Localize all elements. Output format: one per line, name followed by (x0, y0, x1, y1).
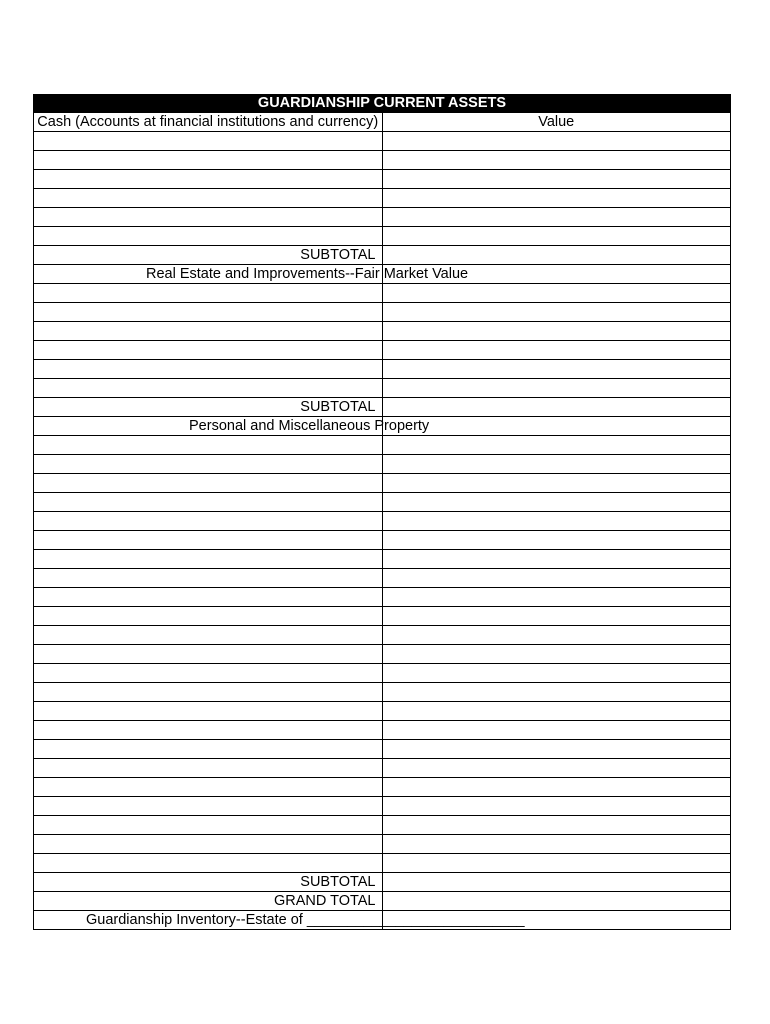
personal-subtotal-value[interactable] (382, 873, 731, 892)
personal-property-value-cell[interactable] (382, 778, 731, 797)
personal-property-description-cell[interactable] (34, 550, 383, 569)
table-row (34, 759, 731, 778)
personal-property-value-cell[interactable] (382, 797, 731, 816)
personal-property-description-cell[interactable] (34, 683, 383, 702)
personal-property-value-cell[interactable] (382, 626, 731, 645)
table-row (34, 778, 731, 797)
personal-property-value-cell[interactable] (382, 493, 731, 512)
personal-property-description-cell[interactable] (34, 569, 383, 588)
cash-value-cell[interactable] (382, 208, 731, 227)
table-row (34, 455, 731, 474)
real-estate-header-row (34, 265, 731, 284)
cash-value-cell[interactable] (382, 189, 731, 208)
personal-property-value-cell[interactable] (382, 854, 731, 873)
real-estate-description-cell[interactable] (34, 322, 383, 341)
personal-property-value-cell[interactable] (382, 740, 731, 759)
personal-property-value-cell[interactable] (382, 531, 731, 550)
table-row (34, 683, 731, 702)
cash-description-cell[interactable] (34, 208, 383, 227)
personal-property-value-cell[interactable] (382, 816, 731, 835)
personal-property-value-cell[interactable] (382, 588, 731, 607)
table-row (34, 588, 731, 607)
personal-property-description-cell[interactable] (34, 759, 383, 778)
table-row (34, 341, 731, 360)
cash-value-cell[interactable] (382, 170, 731, 189)
value-header: Value (382, 113, 731, 132)
personal-property-description-cell[interactable] (34, 455, 383, 474)
personal-property-description-cell[interactable] (34, 512, 383, 531)
personal-property-description-cell[interactable] (34, 588, 383, 607)
cash-description-cell[interactable] (34, 170, 383, 189)
table-title: GUARDIANSHIP CURRENT ASSETS (34, 95, 731, 113)
personal-property-value-cell[interactable] (382, 721, 731, 740)
real-estate-description-cell[interactable] (34, 284, 383, 303)
table-row (34, 664, 731, 683)
personal-property-description-cell[interactable] (34, 626, 383, 645)
personal-property-value-cell[interactable] (382, 664, 731, 683)
table-row (34, 189, 731, 208)
personal-property-value-cell[interactable] (382, 569, 731, 588)
table-row (34, 531, 731, 550)
table-row (34, 816, 731, 835)
real-estate-subtotal-label: SUBTOTAL (34, 398, 383, 417)
table-row (34, 702, 731, 721)
personal-property-description-cell[interactable] (34, 854, 383, 873)
table-row (34, 569, 731, 588)
personal-property-value-cell[interactable] (382, 474, 731, 493)
table-row (34, 284, 731, 303)
real-estate-value-cell[interactable] (382, 303, 731, 322)
header-row (34, 113, 731, 132)
real-estate-subtotal-label-row (34, 398, 731, 417)
cash-value-cell[interactable] (382, 227, 731, 246)
assets-table (33, 94, 731, 930)
cash-description-cell[interactable] (34, 227, 383, 246)
cash-subtotal-value[interactable] (382, 246, 731, 265)
table-row (34, 379, 731, 398)
cash-description-cell[interactable] (34, 151, 383, 170)
table-row (34, 303, 731, 322)
table-row (34, 436, 731, 455)
personal-property-description-cell[interactable] (34, 493, 383, 512)
table-row (34, 474, 731, 493)
real-estate-value-cell[interactable] (382, 379, 731, 398)
personal-property-value-cell[interactable] (382, 607, 731, 626)
personal-property-description-cell[interactable] (34, 607, 383, 626)
table-row (34, 721, 731, 740)
estate-of-line: Guardianship Inventory--Estate of ___________________________ (34, 911, 383, 930)
real-estate-value-cell[interactable] (382, 284, 731, 303)
table-row (34, 227, 731, 246)
personal-property-value-cell[interactable] (382, 702, 731, 721)
table-row (34, 360, 731, 379)
cash-description-cell[interactable] (34, 189, 383, 208)
table-row (34, 208, 731, 227)
real-estate-value-cell[interactable] (382, 341, 731, 360)
personal-property-description-cell[interactable] (34, 778, 383, 797)
personal-subtotal-label: SUBTOTAL (34, 873, 383, 892)
real-estate-description-cell[interactable] (34, 341, 383, 360)
personal-property-description-cell[interactable] (34, 740, 383, 759)
cash-subtotal-label-row (34, 246, 731, 265)
real-estate-description-cell[interactable] (34, 303, 383, 322)
real-estate-value-cell[interactable] (382, 360, 731, 379)
grand-total-value[interactable] (382, 892, 731, 911)
real-estate-value-cell[interactable] (382, 322, 731, 341)
table-row (34, 550, 731, 569)
real-estate-description-cell[interactable] (34, 360, 383, 379)
table-row (34, 512, 731, 531)
cash-description-cell[interactable] (34, 132, 383, 151)
personal-property-header-row (34, 417, 731, 436)
cash-header: Cash (Accounts at financial institutions and currency) (34, 113, 383, 132)
cash-value-cell[interactable] (382, 151, 731, 170)
cash-value-cell[interactable] (382, 132, 731, 151)
personal-property-value-cell[interactable] (382, 645, 731, 664)
personal-property-description-cell[interactable] (34, 436, 383, 455)
personal-property-value-cell[interactable] (382, 550, 731, 569)
real-estate-subtotal-value[interactable] (382, 398, 731, 417)
personal-property-value-cell[interactable] (382, 455, 731, 474)
personal-property-value-cell[interactable] (382, 835, 731, 854)
table-row (34, 132, 731, 151)
personal-property-value-cell[interactable] (382, 683, 731, 702)
table-row (34, 797, 731, 816)
table-row (34, 835, 731, 854)
table-row (34, 740, 731, 759)
table-row (34, 645, 731, 664)
personal-property-description-cell[interactable] (34, 474, 383, 493)
personal-property-value-cell[interactable] (382, 436, 731, 455)
table-row (34, 151, 731, 170)
table-row (34, 854, 731, 873)
table-row (34, 493, 731, 512)
real-estate-description-cell[interactable] (34, 379, 383, 398)
table-row (34, 170, 731, 189)
personal-property-description-cell[interactable] (34, 645, 383, 664)
personal-property-description-cell[interactable] (34, 797, 383, 816)
personal-property-description-cell[interactable] (34, 721, 383, 740)
estate-of-line-row (34, 911, 731, 930)
grand-total-label: GRAND TOTAL (34, 892, 383, 911)
table-row (34, 626, 731, 645)
real-estate-header: Real Estate and Improvements--Fair Market Value (34, 265, 383, 284)
grand-total-label-row (34, 892, 731, 911)
personal-property-description-cell[interactable] (34, 816, 383, 835)
personal-property-header: Personal and Miscellaneous Property (34, 417, 383, 436)
table-row (34, 322, 731, 341)
personal-property-header-value[interactable] (382, 417, 731, 436)
cash-subtotal-label: SUBTOTAL (34, 246, 383, 265)
personal-property-value-cell[interactable] (382, 512, 731, 531)
table-row (34, 607, 731, 626)
personal-subtotal-label-row (34, 873, 731, 892)
personal-property-description-cell[interactable] (34, 531, 383, 550)
personal-property-description-cell[interactable] (34, 702, 383, 721)
title-row (34, 95, 731, 113)
personal-property-description-cell[interactable] (34, 835, 383, 854)
personal-property-value-cell[interactable] (382, 759, 731, 778)
personal-property-description-cell[interactable] (34, 664, 383, 683)
